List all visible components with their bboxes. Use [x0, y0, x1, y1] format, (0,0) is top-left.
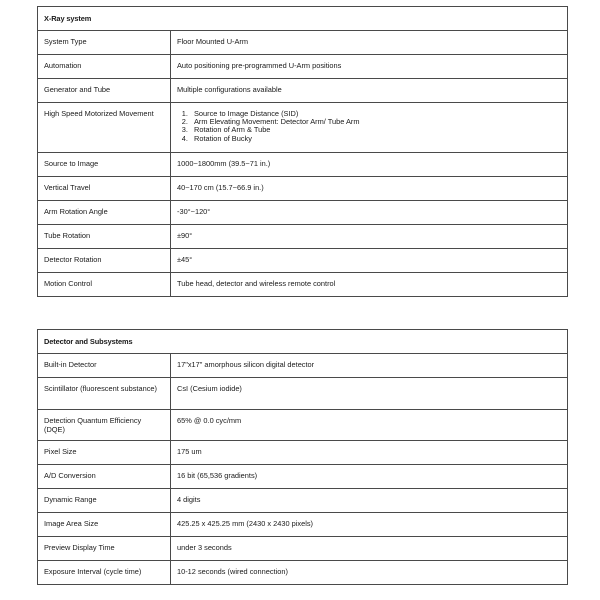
table-row: [38, 561, 568, 585]
table-row: [38, 55, 568, 79]
row-value: 40~170 cm (15.7~66.9 in.): [171, 177, 568, 201]
row-label: Image Area Size: [38, 513, 171, 537]
table-row: [38, 354, 568, 378]
table-row: [38, 79, 568, 103]
row-value: 10-12 seconds (wired connection): [171, 561, 568, 585]
list-item: 4. Rotation of Bucky: [190, 135, 561, 143]
table-row: [38, 177, 568, 201]
row-label: Scintillator (fluorescent substance): [38, 378, 171, 410]
row-label: Exposure Interval (cycle time): [38, 561, 171, 585]
row-value: 17"x17" amorphous silicon digital detector: [171, 354, 568, 378]
row-value: Floor Mounted U-Arm: [171, 31, 568, 55]
table-row: [38, 537, 568, 561]
detector-subsystems-table: [37, 329, 568, 585]
row-value: Auto positioning pre-programmed U-Arm positions: [171, 55, 568, 79]
row-label: A/D Conversion: [38, 465, 171, 489]
table-row: [38, 153, 568, 177]
row-label: Vertical Travel: [38, 177, 171, 201]
list-item: 3. Rotation of Arm & Tube: [190, 126, 561, 134]
row-value: 1000~1800mm (39.5~71 in.): [171, 153, 568, 177]
table-row: [38, 273, 568, 297]
row-label: Generator and Tube: [38, 79, 171, 103]
table-row: [38, 249, 568, 273]
table-row: [38, 513, 568, 537]
row-label: System Type: [38, 31, 171, 55]
row-value: under 3 seconds: [171, 537, 568, 561]
row-label: Motion Control: [38, 273, 171, 297]
row-value: 65% @ 0.0 cyc/mm: [171, 410, 568, 441]
row-label: Built-in Detector: [38, 354, 171, 378]
table-row: [38, 201, 568, 225]
table-row: [38, 489, 568, 513]
table-title: X-Ray system: [38, 7, 568, 31]
table-row: [38, 410, 568, 441]
row-value: ±90°: [171, 225, 568, 249]
table-row: [38, 31, 568, 55]
row-label: Tube Rotation: [38, 225, 171, 249]
row-value: 425.25 x 425.25 mm (2430 x 2430 pixels): [171, 513, 568, 537]
table-row: [38, 378, 568, 410]
list-item: 1. Source to Image Distance (SID): [190, 110, 561, 118]
table-row: [38, 465, 568, 489]
table-row: [38, 441, 568, 465]
row-value: 4 digits: [171, 489, 568, 513]
xray-system-table: [37, 6, 568, 297]
row-value: [171, 103, 568, 153]
row-value: Multiple configurations available: [171, 79, 568, 103]
row-label: Source to Image: [38, 153, 171, 177]
row-value: CsI (Cesium iodide): [171, 378, 568, 410]
row-label: Pixel Size: [38, 441, 171, 465]
row-value: -30°~120°: [171, 201, 568, 225]
row-label: Dynamic Range: [38, 489, 171, 513]
row-label: Automation: [38, 55, 171, 79]
row-label: Detection Quantum Efficiency (DQE): [38, 410, 171, 441]
row-label: Arm Rotation Angle: [38, 201, 171, 225]
row-label: High Speed Motorized Movement: [38, 103, 171, 153]
list-item: 2. Arm Elevating Movement: Detector Arm/ Tube Arm: [190, 118, 561, 126]
table-row: [38, 225, 568, 249]
row-value: ±45°: [171, 249, 568, 273]
table-title: Detector and Subsystems: [38, 330, 568, 354]
row-value: 16 bit (65,536 gradients): [171, 465, 568, 489]
table-row: [38, 103, 568, 153]
row-value: Tube head, detector and wireless remote control: [171, 273, 568, 297]
movement-list: [177, 110, 561, 143]
row-label: Preview Display Time: [38, 537, 171, 561]
row-label: Detector Rotation: [38, 249, 171, 273]
row-value: 175 um: [171, 441, 568, 465]
